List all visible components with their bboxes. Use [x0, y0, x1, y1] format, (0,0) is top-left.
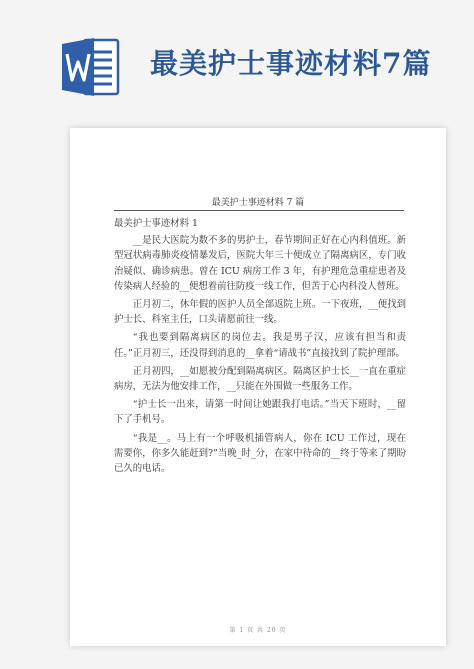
section-title: 最美护士事迹材料 1	[114, 218, 198, 229]
page-footer: 第 1 页 共 20 页	[229, 627, 287, 634]
paragraph: 正月初二，休年假的医护人员全部返院上班。一下夜班，__便找到护士长、科室主任，口头请愿前往一线。	[114, 299, 406, 326]
paragraph: “我是__。马上有一个呼吸机插管病人，你在 ICU 工作过，现在需要你，你多久能赶到?”当晚_时_分，在家中待命的__终于等来了期盼已久的电话。	[114, 432, 406, 475]
document-body	[114, 216, 406, 479]
header-banner	[0, 0, 474, 120]
paragraph: 正月初四，__如愿被分配到隔离病区。隔离区护士长__一直在重症病房，无法为他安排工作，__只能在外围做一些服务工作。	[114, 365, 406, 393]
header-divider	[114, 210, 404, 211]
paragraph: __是民大医院为数不多的男护士，春节期间正好在心内科值班。新型冠状病毒肺炎疫情暴发后，医院大年三十便成立了隔离病区，专门收治疑似、确诊病患。曾在 ICU 病房工作 3 年，有护理危急重症患者及传染病人经验的__便想着前往防疫一线工作，但苦于心内科没人替班。	[114, 235, 406, 292]
word-document-icon	[62, 36, 120, 98]
running-head: 最美护士事迹材料 7 篇	[211, 198, 305, 208]
document-page	[70, 128, 446, 646]
page-title: 最美护士事迹材料7篇	[150, 47, 432, 80]
paragraph: “我也要到隔离病区的岗位去。我是男子汉，应该有担当和责任。”正月初三，还没得到消息的__拿着“请战书”直接找到了院护理部。	[114, 332, 406, 359]
paragraph: “护士长一出来，请第一时间让她跟我打电话。”当天下班时，__留下了手机号。	[114, 399, 406, 426]
